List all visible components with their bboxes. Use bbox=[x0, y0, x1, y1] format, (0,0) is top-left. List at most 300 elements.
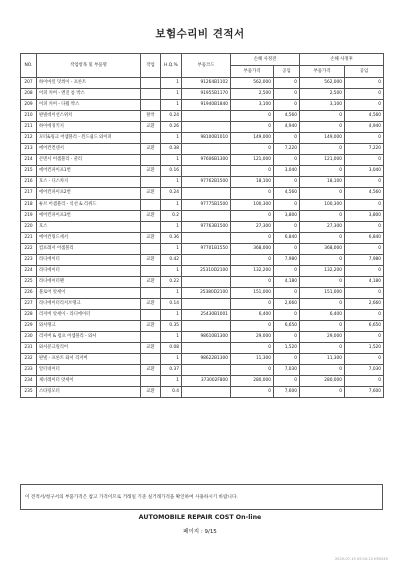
row-before-labor: 0 bbox=[274, 243, 300, 254]
row-no: 234 bbox=[21, 376, 37, 387]
table-row bbox=[21, 100, 384, 111]
row-no: 220 bbox=[21, 221, 37, 232]
row-item-name: 에어컨파이프1번 bbox=[37, 166, 141, 177]
row-hq: 1 bbox=[161, 354, 182, 365]
row-no: 225 bbox=[21, 276, 37, 287]
row-part-code bbox=[182, 254, 231, 265]
row-part-code: 98610B1300 bbox=[182, 332, 231, 343]
row-item-name: 블로어 앗세이 bbox=[37, 287, 141, 298]
row-work-type: 교환 bbox=[141, 321, 161, 332]
row-after-labor: 7,980 bbox=[345, 254, 384, 265]
row-hq: 0.42 bbox=[161, 254, 182, 265]
row-before-part-price: 149,000 bbox=[231, 133, 274, 144]
col-header-after-part-price: 부품가격 bbox=[300, 66, 345, 78]
row-hq: 1 bbox=[161, 89, 182, 100]
row-hq: 0.37 bbox=[161, 365, 182, 376]
row-before-part-price: 2,500 bbox=[231, 89, 274, 100]
row-item-name: 콘덴서 어셈블리 - 쿨러 bbox=[37, 155, 141, 166]
table-row bbox=[21, 177, 384, 188]
col-header-before-part-price: 부품가격 bbox=[231, 66, 274, 78]
row-item-name: 어퍼 커버 - 엔진 룸 박스 bbox=[37, 89, 141, 100]
estimate-table-wrapper bbox=[20, 53, 383, 398]
page-number: 페이지 : 9/15 bbox=[183, 529, 217, 535]
row-part-code bbox=[182, 232, 231, 243]
footer-title: AUTOMOBILE REPAIR COST On-line bbox=[138, 514, 262, 521]
row-no: 226 bbox=[21, 287, 37, 298]
row-no: 230 bbox=[21, 332, 37, 343]
row-before-labor: 0 bbox=[274, 133, 300, 144]
row-no: 207 bbox=[21, 78, 37, 89]
row-part-code: 91940B1840 bbox=[182, 100, 231, 111]
row-part-code: 91955B1170 bbox=[182, 89, 231, 100]
row-no: 232 bbox=[21, 354, 37, 365]
row-item-name: 라디에이터리저브탱크 bbox=[37, 298, 141, 309]
row-after-labor: 0 bbox=[345, 265, 384, 276]
row-item-name: 라디에이터 bbox=[37, 254, 141, 265]
row-before-labor: 4,560 bbox=[274, 188, 300, 199]
row-before-labor: 0 bbox=[274, 265, 300, 276]
row-item-name: 리저버 & 펌프 어셈블리 - 와셔 bbox=[37, 332, 141, 343]
table-row bbox=[21, 243, 384, 254]
col-header-after-labor: 공임 bbox=[345, 66, 384, 78]
row-hq: 0.24 bbox=[161, 111, 182, 122]
row-no: 214 bbox=[21, 155, 37, 166]
row-after-part-price: 3,100 bbox=[300, 100, 345, 111]
table-row bbox=[21, 343, 384, 354]
table-row bbox=[21, 376, 384, 387]
row-item-name: 호스 bbox=[37, 221, 141, 232]
row-item-name: 어퍼 커버 - 다월 박스 bbox=[37, 100, 141, 111]
row-after-labor: 0 bbox=[345, 133, 384, 144]
row-after-labor: 3,040 bbox=[345, 166, 384, 177]
row-work-type: 교환 bbox=[141, 276, 161, 287]
row-hq: 1 bbox=[161, 155, 182, 166]
row-item-name: 와셔분크릴리어 bbox=[37, 343, 141, 354]
row-no: 227 bbox=[21, 298, 37, 309]
row-no: 233 bbox=[21, 365, 37, 376]
table-row bbox=[21, 78, 384, 89]
row-item-name: 호스 - 디스차지 bbox=[37, 177, 141, 188]
row-item-name: 제너레이터 앗세이 bbox=[37, 376, 141, 387]
row-before-labor: 0 bbox=[274, 221, 300, 232]
row-before-part-price: 0 bbox=[231, 111, 274, 122]
row-after-part-price: 149,000 bbox=[300, 133, 345, 144]
row-before-labor: 6,650 bbox=[274, 321, 300, 332]
row-part-code: 97775B1500 bbox=[182, 199, 231, 210]
table-row bbox=[21, 298, 384, 309]
row-after-part-price: 29,000 bbox=[300, 332, 345, 343]
table-row bbox=[21, 365, 384, 376]
row-hq: 1 bbox=[161, 332, 182, 343]
row-after-labor: 0 bbox=[345, 332, 384, 343]
row-item-name: 에어컨컨덴서 bbox=[37, 144, 141, 155]
row-item-name: 판넬데이션스위치 bbox=[37, 111, 141, 122]
table-row bbox=[21, 354, 384, 365]
row-work-type bbox=[141, 199, 161, 210]
row-hq: 1 bbox=[161, 78, 182, 89]
row-work-type bbox=[141, 376, 161, 387]
row-after-labor: 1,520 bbox=[345, 343, 384, 354]
row-after-part-price: 0 bbox=[300, 111, 345, 122]
row-part-code bbox=[182, 321, 231, 332]
row-before-part-price: 11,300 bbox=[231, 354, 274, 365]
row-no: 216 bbox=[21, 177, 37, 188]
row-work-type bbox=[141, 354, 161, 365]
row-before-labor: 0 bbox=[274, 177, 300, 188]
row-item-name: 와셔탱크 bbox=[37, 321, 141, 332]
row-before-part-price: 0 bbox=[231, 254, 274, 265]
row-work-type: 교환 bbox=[141, 365, 161, 376]
row-before-labor: 0 bbox=[274, 78, 300, 89]
row-before-labor: 0 bbox=[274, 89, 300, 100]
row-work-type bbox=[141, 155, 161, 166]
row-before-part-price: 100,300 bbox=[231, 199, 274, 210]
row-after-labor: 7,600 bbox=[345, 387, 384, 398]
row-before-part-price: 0 bbox=[231, 365, 274, 376]
row-work-type bbox=[141, 78, 161, 89]
table-row bbox=[21, 133, 384, 144]
row-item-name: 튜브 어셈블리 - 석션 & 리퀴드 bbox=[37, 199, 141, 210]
table-row bbox=[21, 309, 384, 320]
row-hq: 1 bbox=[161, 265, 182, 276]
row-no: 229 bbox=[21, 321, 37, 332]
row-item-name: 판넬 - 프론트 와셔 리저버 bbox=[37, 354, 141, 365]
row-after-part-price: 0 bbox=[300, 210, 345, 221]
row-before-labor: 6,840 bbox=[274, 232, 300, 243]
row-after-part-price: 18,100 bbox=[300, 177, 345, 188]
table-row bbox=[21, 144, 384, 155]
row-item-name: 에어컨파이프3번 bbox=[37, 210, 141, 221]
row-after-labor: 4,940 bbox=[345, 122, 384, 133]
row-after-labor: 3,800 bbox=[345, 210, 384, 221]
row-work-type bbox=[141, 243, 161, 254]
row-item-name: 하이에징키지 bbox=[37, 122, 141, 133]
row-after-part-price: 0 bbox=[300, 298, 345, 309]
row-before-labor: 7,980 bbox=[274, 254, 300, 265]
row-item-name: 모터&링크 어셈블리 - 윈드쉴드 와이퍼 bbox=[37, 133, 141, 144]
row-before-part-price: 0 bbox=[231, 210, 274, 221]
row-item-name: 에어컨파이프2번 bbox=[37, 188, 141, 199]
row-hq: 0.16 bbox=[161, 166, 182, 177]
col-header-no: NO. bbox=[21, 54, 37, 78]
row-hq: 0.24 bbox=[161, 188, 182, 199]
row-hq: 0.22 bbox=[161, 276, 182, 287]
row-no: 213 bbox=[21, 144, 37, 155]
row-part-code bbox=[182, 144, 231, 155]
estimate-table-body bbox=[21, 78, 384, 398]
row-after-labor: 0 bbox=[345, 155, 384, 166]
row-after-labor: 6,840 bbox=[345, 232, 384, 243]
row-part-code bbox=[182, 188, 231, 199]
row-before-labor: 4,180 bbox=[274, 276, 300, 287]
row-part-code bbox=[182, 298, 231, 309]
row-before-part-price: 27,300 bbox=[231, 221, 274, 232]
row-before-part-price: 3,100 bbox=[231, 100, 274, 111]
row-part-code: 25430B1001 bbox=[182, 309, 231, 320]
row-hq: 0.14 bbox=[161, 298, 182, 309]
row-part-code: 98100B1010 bbox=[182, 133, 231, 144]
row-before-labor: 3,040 bbox=[274, 166, 300, 177]
row-work-type bbox=[141, 287, 161, 298]
row-item-name: 스타링모터 bbox=[37, 387, 141, 398]
row-no: 223 bbox=[21, 254, 37, 265]
row-before-part-price: 0 bbox=[231, 166, 274, 177]
row-after-labor: 0 bbox=[345, 376, 384, 387]
table-row bbox=[21, 188, 384, 199]
col-header-before: 손해 사정전 bbox=[231, 54, 300, 66]
row-before-labor: 7,030 bbox=[274, 365, 300, 376]
row-after-part-price: 151,000 bbox=[300, 287, 345, 298]
row-part-code: 98622B1300 bbox=[182, 354, 231, 365]
row-part-code bbox=[182, 210, 231, 221]
row-before-part-price: 6,400 bbox=[231, 309, 274, 320]
row-after-labor: 0 bbox=[345, 177, 384, 188]
row-hq: 0.35 bbox=[161, 321, 182, 332]
row-work-type: 탈착 bbox=[141, 111, 161, 122]
row-after-part-price: 0 bbox=[300, 188, 345, 199]
row-after-labor: 2,660 bbox=[345, 298, 384, 309]
table-row bbox=[21, 254, 384, 265]
row-before-labor: 7,220 bbox=[274, 144, 300, 155]
row-after-part-price: 0 bbox=[300, 232, 345, 243]
row-after-labor: 0 bbox=[345, 287, 384, 298]
row-hq: 0.2 bbox=[161, 210, 182, 221]
row-before-part-price: 0 bbox=[231, 188, 274, 199]
row-hq: 1 bbox=[161, 177, 182, 188]
row-after-labor: 4,180 bbox=[345, 276, 384, 287]
row-before-labor: 2,660 bbox=[274, 298, 300, 309]
row-hq: 0.26 bbox=[161, 122, 182, 133]
row-after-part-price: 0 bbox=[300, 365, 345, 376]
row-no: 208 bbox=[21, 89, 37, 100]
row-after-labor: 4,560 bbox=[345, 188, 384, 199]
header-row-1 bbox=[21, 54, 384, 66]
row-hq: 0.4 bbox=[161, 387, 182, 398]
row-before-part-price: 151,000 bbox=[231, 287, 274, 298]
row-hq: 0.38 bbox=[161, 144, 182, 155]
row-after-part-price: 562,000 bbox=[300, 78, 345, 89]
row-no: 222 bbox=[21, 243, 37, 254]
row-part-code: 97606B1300 bbox=[182, 155, 231, 166]
row-work-type: 교환 bbox=[141, 144, 161, 155]
row-work-type bbox=[141, 332, 161, 343]
row-part-code: 25310D2100 bbox=[182, 265, 231, 276]
table-row bbox=[21, 166, 384, 177]
row-item-name: 에어컨링드세서 bbox=[37, 232, 141, 243]
table-row bbox=[21, 287, 384, 298]
row-after-labor: 0 bbox=[345, 354, 384, 365]
row-no: 211 bbox=[21, 122, 37, 133]
table-row bbox=[21, 387, 384, 398]
row-no: 217 bbox=[21, 188, 37, 199]
col-header-after: 손해 사정후 bbox=[300, 54, 384, 66]
table-row bbox=[21, 199, 384, 210]
col-header-name: 작업항목 및 부품명 bbox=[37, 54, 141, 78]
row-after-part-price: 280,000 bbox=[300, 376, 345, 387]
row-before-part-price: 280,000 bbox=[231, 376, 274, 387]
row-work-type bbox=[141, 221, 161, 232]
row-no: 228 bbox=[21, 309, 37, 320]
row-work-type: 교환 bbox=[141, 166, 161, 177]
row-item-name: 컴프레서 어셈블리 bbox=[37, 243, 141, 254]
row-before-part-price: 121,000 bbox=[231, 155, 274, 166]
row-before-part-price: 0 bbox=[231, 276, 274, 287]
row-work-type: 교환 bbox=[141, 254, 161, 265]
estimate-table bbox=[20, 53, 384, 398]
row-after-labor: 0 bbox=[345, 221, 384, 232]
row-item-name: 리저버 앗세이 - 라디에이터 bbox=[37, 309, 141, 320]
row-before-labor: 0 bbox=[274, 100, 300, 111]
row-no: 235 bbox=[21, 387, 37, 398]
row-part-code: 25380D2100 bbox=[182, 287, 231, 298]
row-hq: 1 bbox=[161, 100, 182, 111]
row-after-part-price: 27,300 bbox=[300, 221, 345, 232]
row-before-labor: 1,520 bbox=[274, 343, 300, 354]
row-work-type: 교환 bbox=[141, 210, 161, 221]
row-before-labor: 0 bbox=[274, 376, 300, 387]
row-after-part-price: 0 bbox=[300, 321, 345, 332]
row-after-labor: 7,030 bbox=[345, 365, 384, 376]
table-row bbox=[21, 89, 384, 100]
row-work-type: 교환 bbox=[141, 343, 161, 354]
row-item-name: 라디에이터팬 bbox=[37, 276, 141, 287]
row-part-code: 97762B1500 bbox=[182, 177, 231, 188]
row-before-labor: 4,560 bbox=[274, 111, 300, 122]
row-hq: 1 bbox=[161, 376, 182, 387]
row-after-part-price: 368,000 bbox=[300, 243, 345, 254]
row-before-part-price: 0 bbox=[231, 122, 274, 133]
row-after-labor: 4,560 bbox=[345, 111, 384, 122]
row-before-part-price: 0 bbox=[231, 321, 274, 332]
table-row bbox=[21, 210, 384, 221]
row-after-part-price: 0 bbox=[300, 144, 345, 155]
col-header-before-labor: 공임 bbox=[274, 66, 300, 78]
row-no: 210 bbox=[21, 111, 37, 122]
row-work-type: 교환 bbox=[141, 387, 161, 398]
row-before-part-price: 18,100 bbox=[231, 177, 274, 188]
row-before-labor: 0 bbox=[274, 309, 300, 320]
row-part-code bbox=[182, 343, 231, 354]
row-after-labor: 0 bbox=[345, 199, 384, 210]
row-before-part-price: 29,000 bbox=[231, 332, 274, 343]
table-row bbox=[21, 265, 384, 276]
row-work-type bbox=[141, 100, 161, 111]
row-before-labor: 0 bbox=[274, 199, 300, 210]
row-after-part-price: 121,000 bbox=[300, 155, 345, 166]
row-before-part-price: 0 bbox=[231, 232, 274, 243]
row-after-part-price: 0 bbox=[300, 276, 345, 287]
row-after-labor: 0 bbox=[345, 89, 384, 100]
row-part-code: 97701B1550 bbox=[182, 243, 231, 254]
row-before-labor: 0 bbox=[274, 354, 300, 365]
row-before-part-price: 0 bbox=[231, 144, 274, 155]
row-work-type: 교환 bbox=[141, 298, 161, 309]
table-row bbox=[21, 221, 384, 232]
row-before-part-price: 0 bbox=[231, 387, 274, 398]
row-after-part-price: 100,300 bbox=[300, 199, 345, 210]
row-after-labor: 7,220 bbox=[345, 144, 384, 155]
row-before-labor: 7,600 bbox=[274, 387, 300, 398]
row-part-code bbox=[182, 111, 231, 122]
row-before-labor: 0 bbox=[274, 287, 300, 298]
row-before-part-price: 0 bbox=[231, 298, 274, 309]
row-hq: 1 bbox=[161, 221, 182, 232]
row-part-code: 97763B1500 bbox=[182, 221, 231, 232]
row-after-labor: 0 bbox=[345, 243, 384, 254]
row-work-type bbox=[141, 177, 161, 188]
row-before-labor: 0 bbox=[274, 332, 300, 343]
table-row bbox=[21, 122, 384, 133]
row-before-labor: 4,940 bbox=[274, 122, 300, 133]
row-after-labor: 6,650 bbox=[345, 321, 384, 332]
document-title: 보험수리비 견적서 bbox=[155, 28, 245, 40]
row-after-labor: 0 bbox=[345, 78, 384, 89]
table-row bbox=[21, 276, 384, 287]
row-no: 212 bbox=[21, 133, 37, 144]
row-work-type bbox=[141, 89, 161, 100]
row-before-labor: 3,800 bbox=[274, 210, 300, 221]
row-part-code bbox=[182, 387, 231, 398]
row-work-type bbox=[141, 309, 161, 320]
row-no: 231 bbox=[21, 343, 37, 354]
row-hq: 1 bbox=[161, 287, 182, 298]
row-hq: 0.08 bbox=[161, 343, 182, 354]
table-row bbox=[21, 332, 384, 343]
row-part-code bbox=[182, 122, 231, 133]
table-row bbox=[21, 321, 384, 332]
row-no: 221 bbox=[21, 232, 37, 243]
row-after-labor: 0 bbox=[345, 309, 384, 320]
row-after-part-price: 6,400 bbox=[300, 309, 345, 320]
row-after-part-price: 0 bbox=[300, 387, 345, 398]
row-no: 219 bbox=[21, 210, 37, 221]
row-after-part-price: 0 bbox=[300, 166, 345, 177]
col-header-work: 작업 bbox=[141, 54, 161, 78]
table-row bbox=[21, 111, 384, 122]
col-header-code: 부품코드 bbox=[182, 54, 231, 78]
row-hq: 1 bbox=[161, 309, 182, 320]
row-after-part-price: 132,200 bbox=[300, 265, 345, 276]
row-no: 224 bbox=[21, 265, 37, 276]
row-no: 215 bbox=[21, 166, 37, 177]
row-work-type: 교환 bbox=[141, 188, 161, 199]
table-row bbox=[21, 155, 384, 166]
row-hq: 1 bbox=[161, 133, 182, 144]
row-hq: 1 bbox=[161, 199, 182, 210]
row-no: 218 bbox=[21, 199, 37, 210]
row-work-type bbox=[141, 133, 161, 144]
row-work-type: 교환 bbox=[141, 232, 161, 243]
row-after-labor: 0 bbox=[345, 100, 384, 111]
row-after-part-price: 0 bbox=[300, 254, 345, 265]
row-item-name: 하이마일 덧씌이 - 프론트 bbox=[37, 78, 141, 89]
row-hq: 0.36 bbox=[161, 232, 182, 243]
row-before-part-price: 132,200 bbox=[231, 265, 274, 276]
row-no: 209 bbox=[21, 100, 37, 111]
row-item-name: 라디에이터 bbox=[37, 265, 141, 276]
row-part-code: 373002F800 bbox=[182, 376, 231, 387]
row-item-name: 알터네이터 bbox=[37, 365, 141, 376]
print-timestamp: 2025-07-15 09:10:12 K95245 bbox=[334, 557, 388, 561]
row-part-code: 91264B1102 bbox=[182, 78, 231, 89]
price-notice: 이 견적서/청구서의 부품가격은 참고 가격이므로 거래일 기준 실거래가격을 확인하여 사용하시기 바랍니다. bbox=[20, 484, 383, 510]
row-after-part-price: 0 bbox=[300, 343, 345, 354]
row-work-type: 교환 bbox=[141, 122, 161, 133]
row-before-labor: 0 bbox=[274, 155, 300, 166]
row-before-part-price: 368,000 bbox=[231, 243, 274, 254]
row-before-part-price: 562,000 bbox=[231, 78, 274, 89]
row-after-part-price: 0 bbox=[300, 122, 345, 133]
